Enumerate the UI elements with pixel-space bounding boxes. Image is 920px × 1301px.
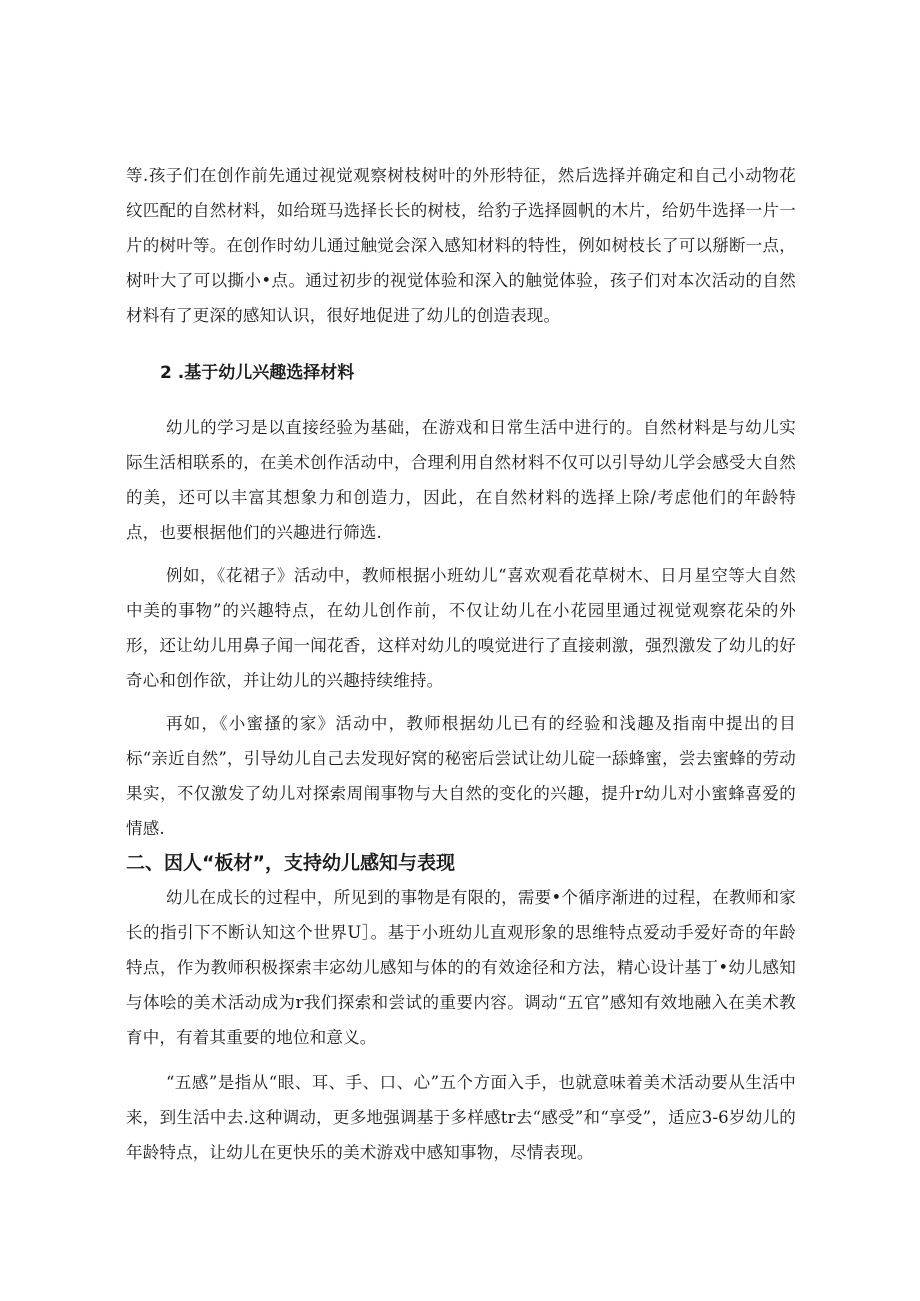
paragraph-text: 幼儿的学习是以直接经验为基础，在游戏和日常生活中进行的。自然材料是与幼儿实际生活相联系的，在美术创作活动中，合理利用自然材料不仅可以引导幼儿学会感受大自然的美，还可以丰富其想象力和创造力，因此，在自然材料的选择上除/考虑他们的年龄特点，也要根据他们的兴趣进行筛选.: [126, 418, 796, 542]
paragraph-text: “五感”是指从“眼、耳、手、口、心”五个方面入手，也就意味着美术活动要从生活中来，到生活中去.这种调动，更多地强调基于多样感tr去“感受”和“享受”，适应3-6岁幼儿的年龄特点，让幼儿在更快乐的美术游戏中感知事物，尽情表现。: [126, 1073, 796, 1162]
paragraph-text: 例如，《花裙子》活动中，教师根据小班幼儿“喜欢观看花草树木、日月星空等大自然中美的事物”的兴趣特点，在幼儿创作前，不仅让幼儿在小花园里通过视觉观察花朵的外形，还让幼儿用鼻子闻一闻花香，这样对幼儿的嗅觉进行了直接刺激，强烈激发了幼儿的好奇心和创作欲，并让幼儿的兴趣持续维持。: [126, 566, 796, 690]
chapter-heading-perception: 二、因人“板材”，支持幼儿感知与表现: [126, 852, 455, 874]
section-heading-interest-materials: 2 .基于幼儿兴趣选择材料: [160, 363, 355, 383]
paragraph-five-senses: [126, 1065, 796, 1170]
paragraph-bee-home-example: [126, 706, 796, 846]
paragraph-learning-experience: [126, 410, 796, 550]
paragraph-text: 再如，《小蜜搔的家》活动中，教师根据幼儿已有的经验和浅趣及指南中提出的目标“亲近自然”，引导幼儿自己去发现好窝的秘密后尝试让幼儿碇一舔蜂蜜，尝去蜜蜂的劳动果实，不仅激发了幼儿对探索周闱事物与大自然的变化的兴趣，提升r幼儿对小蜜蜂喜爱的情感.: [126, 714, 796, 838]
paragraph-text: 幼儿在成长的过程中，所见到的事物是有限的，需要•个循序渐进的过程，在教师和家长的指引下不断认知这个世界U］。基于小班幼儿直观形象的思维特点爱动手爱好奇的年龄特点，作为教师积极探索丰宓幼儿感知与体的的有效途径和方法，精心设计基丁•幼儿感知与体哙的美术活动成为r我们探索和尝试的重要内容。调动“五官”感知有效地融入在美术教育中，有着其重要的地位和意义。: [126, 888, 796, 1047]
paragraph-growth-process: [126, 880, 796, 1055]
paragraph-flower-skirt-example: [126, 558, 796, 698]
paragraph-materials-observation: [126, 158, 796, 333]
paragraph-text: 等.孩子们在创作前先通过视觉观察树枝树叶的外形特征，然后选择并确定和自己小动物花纹匹配的自然材料，如给斑马选择长长的树枝，给豹子选择圆帆的木片，给奶牛选择一片一片的树叶等。在创作时幼儿通过触觉会深入感知材料的特性，例如树枝长了可以掰断一点，树叶大了可以撕小•点。通过初步的视觉体验和深入的触觉体验，孩子们对本次活动的自然材料有了更深的感知认识，很好地促进了幼儿的创造表现。: [126, 166, 796, 325]
